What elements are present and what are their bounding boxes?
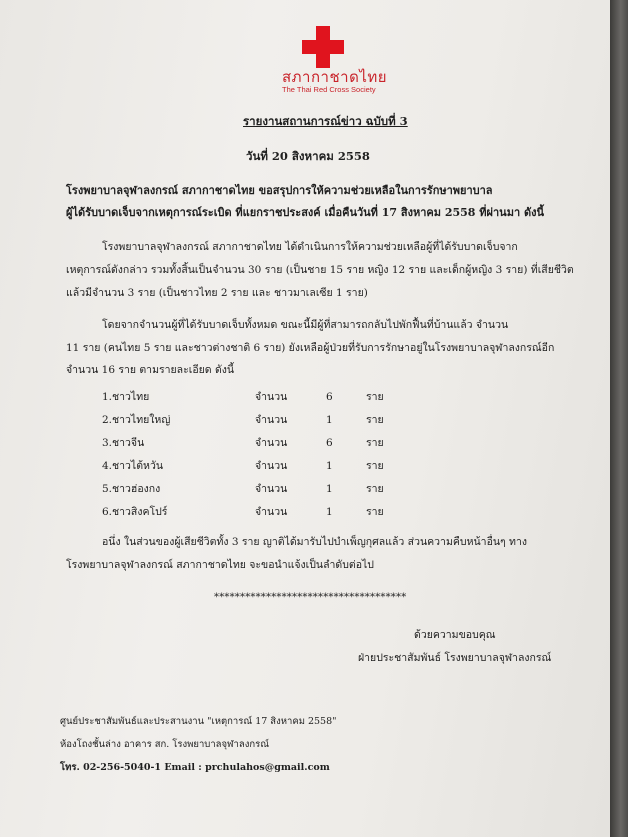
patient-nationality: 5.ชาวฮ่องกง	[102, 483, 161, 495]
document-title: รายงานสถานการณ์ข่าว ฉบับที่ 3	[243, 114, 408, 128]
paragraph3-line-2: โรงพยาบาลจุฬาลงกรณ์ สภากาชาดไทย จะขอนำแจ้งเป็นลำดับต่อไป	[66, 559, 374, 571]
paragraph1-line-3: แล้วมีจำนวน 3 ราย (เป็นชาวไทย 2 ราย และ ชาวมาเลเซีย 1 ราย)	[66, 287, 368, 299]
patient-count: 1	[326, 483, 333, 495]
patient-nationality: 1.ชาวไทย	[102, 391, 150, 403]
footer-contact: โทร. 02-256-5040-1 Email : prchulahos@gmail.com	[60, 762, 330, 773]
paragraph3-line-1: อนึ่ง ในส่วนของผู้เสียชีวิตทั้ง 3 ราย ญาติได้มารับไปบำเพ็ญกุศลแล้ว ส่วนความคืบหน้าอื่นๆ ทาง	[102, 536, 527, 548]
footer-center-name: ศูนย์ประชาสัมพันธ์และประสานงาน "เหตุการณ์ 17 สิงหาคม 2558"	[60, 716, 337, 727]
red-cross-logo-icon	[302, 26, 344, 68]
patient-unit: ราย	[366, 506, 384, 518]
patient-nationality: 4.ชาวไต้หวัน	[102, 460, 164, 472]
paragraph2-line-3: จำนวน 16 ราย ตามรายละเอียด ดังนี้	[66, 364, 235, 376]
patient-unit: ราย	[366, 437, 384, 449]
patient-unit: ราย	[366, 460, 384, 472]
background-edge	[610, 0, 628, 837]
footer-location: ห้องโถงชั้นล่าง อาคาร สก. โรงพยาบาลจุฬาลงกรณ์	[60, 739, 270, 750]
patient-unit: ราย	[366, 483, 384, 495]
patient-nationality: 2.ชาวไทยใหญ่	[102, 414, 171, 426]
lead-line-2: ผู้ได้รับบาดเจ็บจากเหตุการณ์ระเบิด ที่แยกราชประสงค์ เมื่อคืนวันที่ 17 สิงหาคม 2558 ที่ผ่านมา ดังนี้	[66, 206, 544, 219]
closing-thanks: ด้วยความขอบคุณ	[414, 629, 496, 641]
lead-line-1: โรงพยาบาลจุฬาลงกรณ์ สภากาชาดไทย ขอสรุปการให้ความช่วยเหลือในการรักษาพยาบาล	[66, 184, 493, 197]
patient-count: 6	[326, 391, 333, 403]
patient-count-label: จำนวน	[255, 506, 288, 518]
patient-nationality: 3.ชาวจีน	[102, 437, 145, 449]
patient-count: 6	[326, 437, 333, 449]
paragraph2-line-2: 11 ราย (คนไทย 5 ราย และชาวต่างชาติ 6 ราย) ยังเหลือผู้ป่วยที่รับการรักษาอยู่ในโรงพยาบาลจุฬาลงกรณ์อีก	[66, 342, 555, 354]
patient-count: 1	[326, 506, 333, 518]
paragraph2-line-1: โดยจากจำนวนผู้ที่ได้รับบาดเจ็บทั้งหมด ขณะนี้มีผู้ที่สามารถกลับไปพักฟื้นที่บ้านแล้ว จำนวน	[102, 319, 509, 331]
patient-count: 1	[326, 460, 333, 472]
separator-stars: *************************************	[214, 592, 407, 603]
logo-thai-name: สภากาชาดไทย	[282, 68, 388, 86]
patient-count-label: จำนวน	[255, 460, 288, 472]
patient-count-label: จำนวน	[255, 391, 288, 403]
patient-count-label: จำนวน	[255, 483, 288, 495]
signature-department: ฝ่ายประชาสัมพันธ์ โรงพยาบาลจุฬาลงกรณ์	[358, 652, 552, 664]
paragraph1-line-1: โรงพยาบาลจุฬาลงกรณ์ สภากาชาดไทย ได้ดำเนินการให้ความช่วยเหลือผู้ที่ได้รับบาดเจ็บจาก	[102, 241, 518, 253]
patient-unit: ราย	[366, 391, 384, 403]
document-date: วันที่ 20 สิงหาคม 2558	[246, 149, 370, 163]
patient-count-label: จำนวน	[255, 437, 288, 449]
paragraph1-line-2: เหตุการณ์ดังกล่าว รวมทั้งสิ้นเป็นจำนวน 30 ราย (เป็นชาย 15 ราย หญิง 12 ราย และเด็กผู้หญิง 3 ราย) ที่เสียชีวิต	[66, 264, 574, 276]
patient-nationality: 6.ชาวสิงคโปร์	[102, 506, 168, 518]
patient-count-label: จำนวน	[255, 414, 288, 426]
logo-english-name: The Thai Red Cross Society	[282, 85, 376, 94]
patient-count: 1	[326, 414, 333, 426]
patient-unit: ราย	[366, 414, 384, 426]
